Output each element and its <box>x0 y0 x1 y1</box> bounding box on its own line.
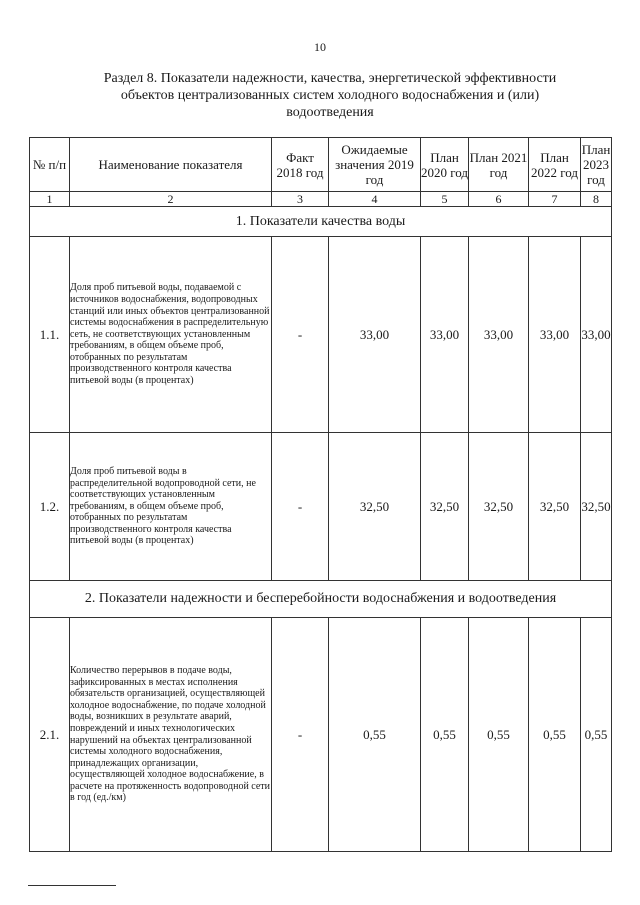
indicator-name: Количество перерывов в подаче воды, зафиксированных в местах исполнения обязательств организацией, осуществляющей холодное водоснабжение, по подаче холодной воды, возникших в результате аварий, повреждений и иных технологических нарушений на объектах централизованной системы холодного водоснабжения, принадлежащих организации, осуществляющей холодное водоснабжение, в расчете на протяженность водопроводной сети в год (ед./км) <box>70 618 272 852</box>
value-fact-2018: - <box>272 618 329 852</box>
table-row <box>30 433 612 581</box>
indicator-name: Доля проб питьевой воды в распределительной водопроводной сети, не соответствующих установленным требованиям, в общем объеме проб, отобранных по результатам производственного контроля качества питьевой воды (в процентах) <box>70 433 272 581</box>
col-header-num: № п/п <box>30 138 70 192</box>
value-plan-2022: 32,50 <box>529 433 581 581</box>
column-number: 6 <box>469 192 529 207</box>
value-expected-2019: 32,50 <box>329 433 421 581</box>
column-number: 4 <box>329 192 421 207</box>
value-plan-2020: 32,50 <box>421 433 469 581</box>
value-fact-2018: - <box>272 237 329 433</box>
column-number: 2 <box>70 192 272 207</box>
section-title: 2. Показатели надежности и бесперебойности водоснабжения и водоотведения <box>30 581 612 618</box>
col-header-expected-2019: Ожидаемые значения 2019 год <box>329 138 421 192</box>
indicators-table <box>29 137 612 852</box>
col-header-plan-2023: План 2023 год <box>581 138 612 192</box>
value-plan-2022: 33,00 <box>529 237 581 433</box>
col-header-name: Наименование показателя <box>70 138 272 192</box>
column-number: 1 <box>30 192 70 207</box>
footnote-separator <box>28 885 116 886</box>
col-header-plan-2022: План 2022 год <box>529 138 581 192</box>
col-header-plan-2021: План 2021 год <box>469 138 529 192</box>
value-expected-2019: 33,00 <box>329 237 421 433</box>
column-number: 8 <box>581 192 612 207</box>
page-number: 10 <box>314 40 326 54</box>
value-plan-2023: 0,55 <box>581 618 612 852</box>
indicator-name: Доля проб питьевой воды, подаваемой с источников водоснабжения, водопроводных станций или иных объектов централизованной системы водоснабжения в распределительную сеть, не соответствующих установленным требованиям, в общем объеме проб, отобранных по результатам производственного контроля качества питьевой воды (в процентах) <box>70 237 272 433</box>
value-fact-2018: - <box>272 433 329 581</box>
table-row <box>30 237 612 433</box>
row-number: 2.1. <box>30 618 70 852</box>
value-plan-2023: 32,50 <box>581 433 612 581</box>
section-title: 1. Показатели качества воды <box>30 207 612 237</box>
col-header-fact-2018: Факт 2018 год <box>272 138 329 192</box>
table-header-row <box>30 138 612 192</box>
column-number: 3 <box>272 192 329 207</box>
value-plan-2020: 33,00 <box>421 237 469 433</box>
value-plan-2021: 0,55 <box>469 618 529 852</box>
section-row <box>30 581 612 618</box>
value-plan-2023: 33,00 <box>581 237 612 433</box>
value-plan-2022: 0,55 <box>529 618 581 852</box>
value-plan-2020: 0,55 <box>421 618 469 852</box>
column-number: 7 <box>529 192 581 207</box>
value-plan-2021: 32,50 <box>469 433 529 581</box>
section-heading: Раздел 8. Показатели надежности, качества, энергетической эффективности объектов централизованных систем холодного водоснабжения и (или) водоотведения <box>103 71 557 120</box>
column-number: 5 <box>421 192 469 207</box>
section-row <box>30 207 612 237</box>
table-row <box>30 618 612 852</box>
col-header-plan-2020: План 2020 год <box>421 138 469 192</box>
value-plan-2021: 33,00 <box>469 237 529 433</box>
column-number-row <box>30 192 612 207</box>
row-number: 1.2. <box>30 433 70 581</box>
value-expected-2019: 0,55 <box>329 618 421 852</box>
row-number: 1.1. <box>30 237 70 433</box>
